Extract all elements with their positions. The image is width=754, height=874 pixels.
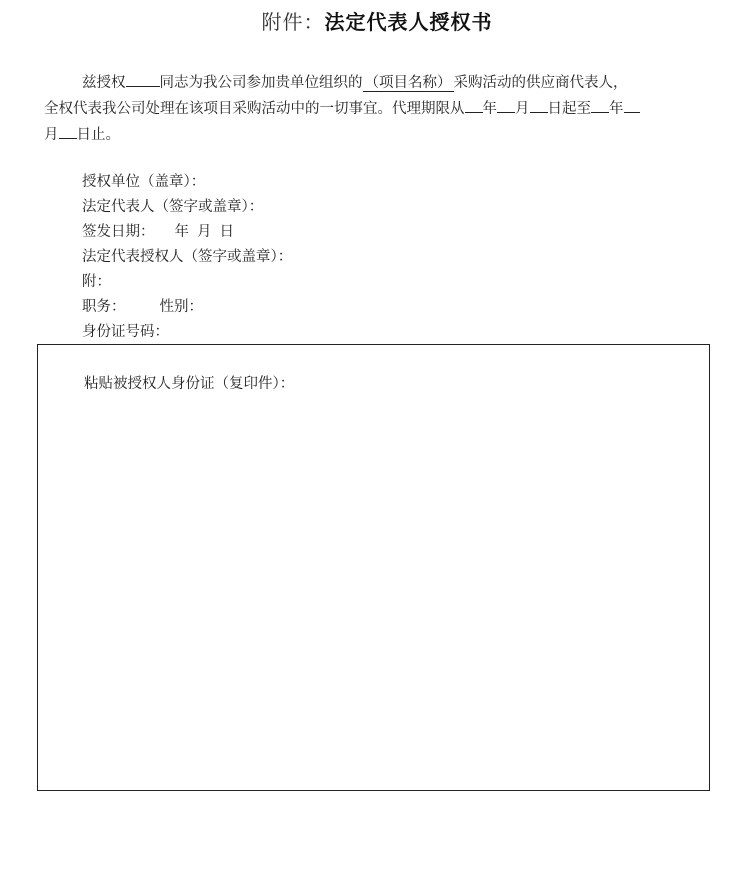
procurement-text: 采购活动的供应商代表人， [453,75,628,91]
start-month-label: 月 [515,101,530,117]
issue-date-field: 签发日期： 年 月 日 [82,224,234,240]
start-day-blank[interactable] [530,96,548,113]
project-name-field[interactable]: （项目名称） [364,75,452,91]
title-main: 法定代表人授权书 [324,10,493,34]
page-title [0,6,754,35]
end-year-label: 年 [609,101,624,117]
name-blank[interactable] [126,70,160,87]
paragraph-line-2 [44,96,712,122]
comrade-text: 同志为我公司参加贵单位组织的 [159,75,363,91]
id-card-paste-box [37,344,710,791]
signature-fields [82,170,292,345]
start-year-label: 年 [482,101,497,117]
end-day-label: 日止。 [76,127,120,143]
attachment-label: 附： [82,274,111,290]
title-prefix: 附件： [261,10,325,34]
paragraph-line-3 [44,122,712,148]
end-day-blank[interactable] [59,122,77,139]
authorized-person-field: 法定代表授权人（签字或盖章）： [82,249,293,265]
authorizing-unit-field: 授权单位（盖章）： [82,174,206,190]
authorization-paragraph [44,70,712,148]
legal-representative-field: 法定代表人（签字或盖章）： [82,199,264,215]
end-month-label: 月 [44,127,59,143]
end-month-blank-part[interactable] [624,96,640,113]
start-year-blank[interactable] [465,96,483,113]
id-card-paste-label: 粘贴被授权人身份证（复印件）： [84,376,295,392]
start-day-label: 日起至 [547,101,591,117]
paragraph-line-1 [44,70,712,96]
start-month-blank[interactable] [497,96,515,113]
position-gender-field: 职务： 性别： [82,299,203,315]
authorize-text: 兹授权 [82,75,126,91]
full-authority-text: 全权代表我公司处理在该项目采购活动中的一切事宜。代理期限从 [44,101,465,117]
end-year-blank[interactable] [591,96,609,113]
id-number-field: 身份证号码： [82,324,169,340]
